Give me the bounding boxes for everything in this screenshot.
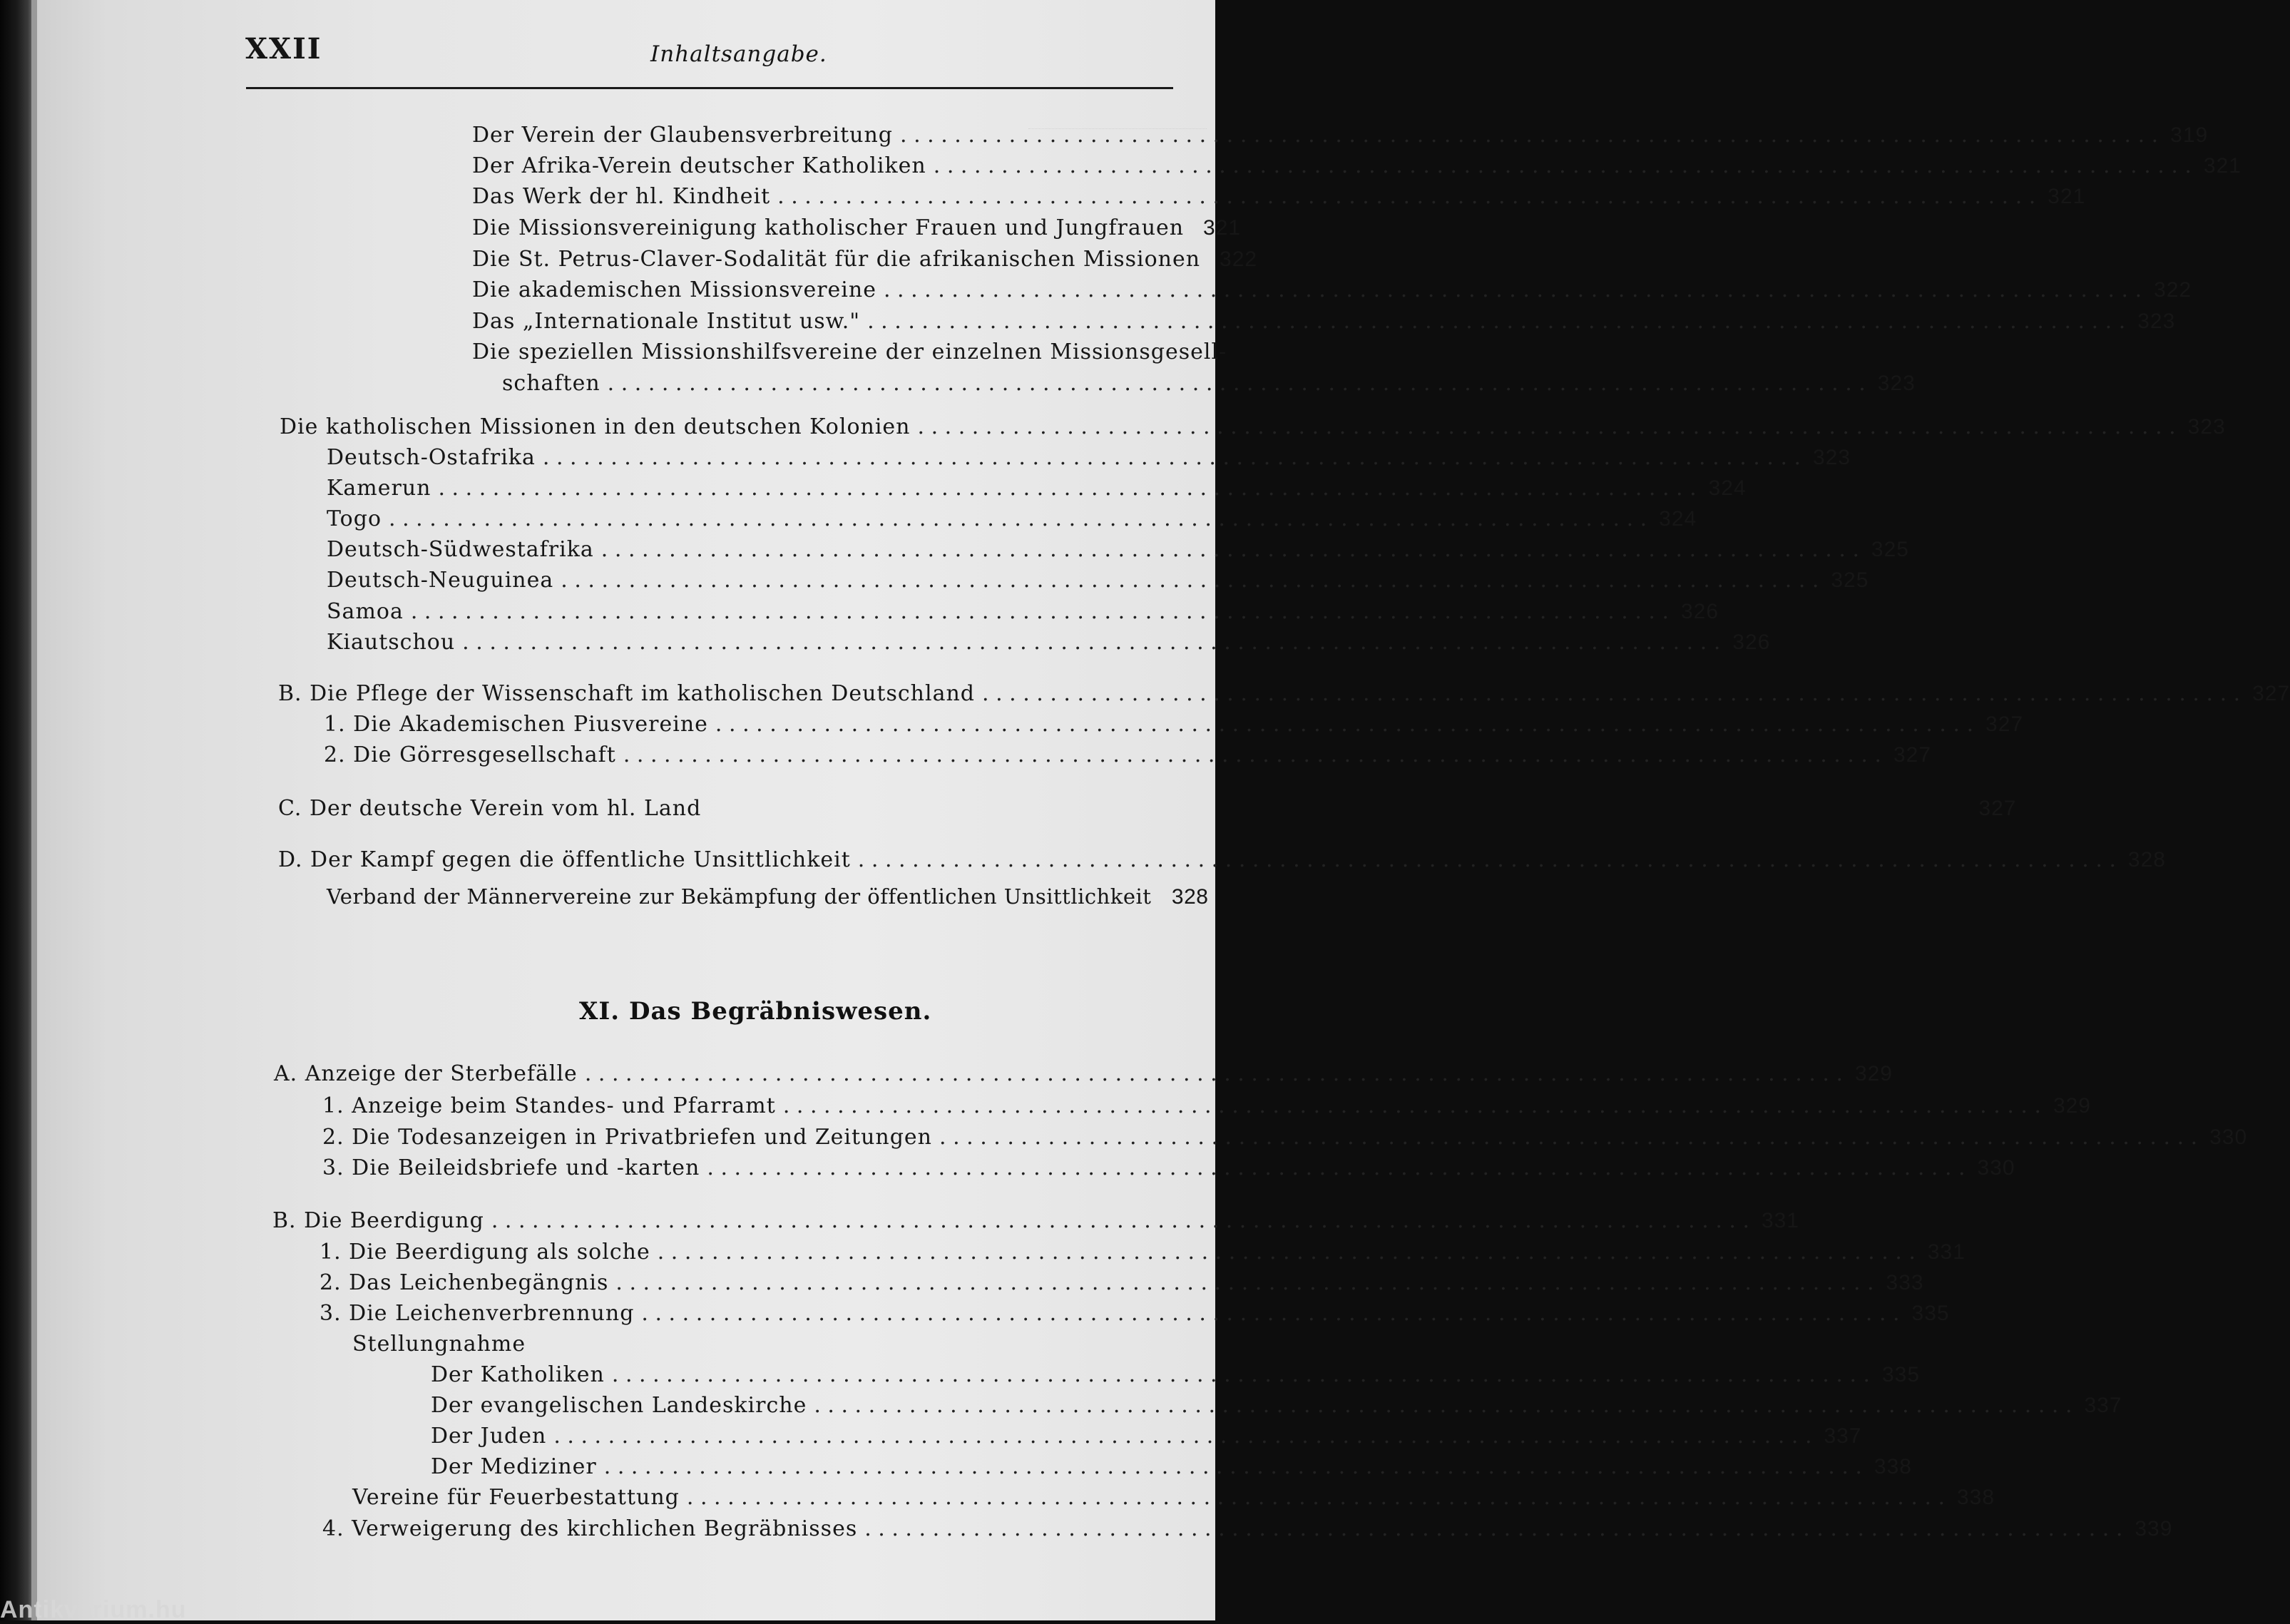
leader-dots (884, 277, 2142, 302)
toc-entry-page: 330 (1977, 1156, 2015, 1180)
toc-entry-page: 323 (2187, 415, 2226, 439)
toc-entry-page: 331 (1927, 1240, 1966, 1264)
toc-entry-label: Der evangelischen Landeskirche (431, 1393, 807, 1418)
toc-entry[interactable] (320, 1301, 1950, 1329)
toc-entry[interactable] (324, 712, 2024, 740)
toc-entry-page: 338 (1874, 1455, 1912, 1479)
toc-entry[interactable] (327, 630, 1771, 658)
toc-entry-label: Deutsch-Ostafrika (327, 445, 536, 470)
toc-entry-label: Die St. Petrus-Claver-Sodalität für die afrikanischen Missionen (472, 247, 1201, 272)
toc-entry-page: 327 (1985, 713, 2024, 736)
leader-dots (900, 123, 2158, 148)
toc-entry-page: 327 (2252, 682, 2290, 705)
toc-entry-label: Verband der Männervereine zur Bekämpfung der öffentlichen Unsittlichkeit (327, 884, 1152, 909)
toc-entry[interactable] (278, 796, 2017, 824)
leader-dots (934, 153, 2192, 178)
toc-entry-label: Die katholischen Missionen in den deutschen Kolonien (280, 414, 911, 439)
toc-entry-label: 3. Die Beileidsbriefe und -karten (322, 1155, 700, 1180)
toc-entry[interactable] (472, 277, 2192, 306)
toc-entry-page: 322 (2154, 278, 2192, 302)
toc-entry-page: 335 (1911, 1302, 1950, 1325)
toc-entry[interactable] (431, 1424, 1862, 1452)
toc-entry[interactable] (431, 1393, 2122, 1421)
toc-entry[interactable] (352, 1485, 1995, 1513)
toc-entry[interactable] (322, 1093, 2091, 1122)
leader-dots (814, 1393, 2072, 1418)
toc-entry-label: Die speziellen Missionshilfsvereine der einzelnen Missionsgesell- (472, 339, 1227, 364)
toc-entry-page: 323 (1813, 446, 1851, 469)
toc-entry-label: Deutsch-Neuguinea (327, 568, 554, 593)
leader-dots (462, 630, 1720, 655)
leader-dots (612, 1362, 1870, 1387)
leader-dots (411, 599, 1669, 624)
toc-entry[interactable] (322, 1155, 2015, 1184)
toc-entry-page: 327 (1978, 797, 2017, 820)
leader-dots (553, 1424, 1811, 1449)
leader-dots (982, 681, 2240, 706)
toc-entry[interactable] (327, 506, 1697, 535)
toc-entry-label: Stellungnahme (352, 1332, 526, 1357)
toc-entry-label: 1. Die Beerdigung als solche (320, 1240, 650, 1265)
toc-entry-label: 4. Verweigerung des kirchlichen Begräbnisses (322, 1516, 858, 1541)
leader-dots (867, 309, 2125, 334)
toc-entry[interactable] (472, 184, 2086, 213)
leader-dots (658, 1240, 1916, 1265)
leader-dots (585, 1061, 1843, 1086)
toc-entry[interactable] (322, 1516, 2173, 1545)
toc-entry[interactable] (472, 123, 2209, 151)
toc-entry-label: C. Der deutsche Verein vom hl. Land (278, 796, 702, 821)
toc-entry-label: Der Katholiken (431, 1362, 605, 1387)
toc-entry[interactable] (322, 1125, 2248, 1153)
toc-entry-label: 2. Das Leichenbegängnis (320, 1270, 609, 1295)
leader-dots (864, 1516, 2122, 1541)
toc-entry-label: Der Juden (431, 1424, 547, 1449)
toc-entry-page: 323 (1877, 372, 1916, 395)
toc-entry-label: D. Der Kampf gegen die öffentliche Unsittlichkeit (278, 847, 851, 872)
leader-dots (858, 847, 2116, 872)
leader-dots (623, 742, 1881, 767)
toc-entry[interactable] (472, 215, 1242, 244)
toc-entry-label: Togo (327, 506, 382, 531)
toc-entry-page: 333 (1886, 1271, 1924, 1294)
toc-entry-page: 338 (1957, 1486, 1995, 1509)
toc-entry-page: 337 (1824, 1424, 1862, 1448)
toc-entry[interactable] (320, 1240, 1966, 1268)
toc-entry-label: 2. Die Todesanzeigen in Privatbriefen und Zeitungen (322, 1125, 932, 1150)
leader-dots (604, 1454, 1862, 1479)
toc-entry-page: 335 (1882, 1363, 1921, 1386)
toc-entry-page: 328 (1171, 885, 1209, 909)
toc-entry-page: 339 (2135, 1517, 2173, 1541)
toc-entry[interactable] (327, 537, 1909, 566)
toc-entry-label: Deutsch-Südwestafrika (327, 537, 594, 562)
toc-entry-page: 325 (1831, 568, 1869, 592)
leader-dots (918, 414, 2176, 439)
toc-entry-label: Kamerun (327, 476, 431, 501)
leader-dots (939, 1125, 2197, 1150)
toc-entry-label: Das „Internationale Institut usw." (472, 309, 861, 334)
toc-entry[interactable] (472, 247, 1258, 275)
toc-entry[interactable] (327, 568, 1869, 596)
leader-dots (687, 1485, 1945, 1510)
leader-dots (491, 1208, 1749, 1233)
page-number: XXII (245, 32, 322, 66)
toc-entry-page: 322 (1220, 247, 1258, 271)
toc-entry-page: 324 (1708, 476, 1747, 500)
toc-entry[interactable] (327, 599, 1719, 628)
leader-dots (608, 371, 1866, 396)
toc-entry-page: 337 (2084, 1394, 2122, 1417)
toc-entry-label: Das Werk der hl. Kindheit (472, 184, 771, 209)
toc-entry-label: Der Afrika-Verein deutscher Katholiken (472, 153, 926, 178)
toc-entry-page: 330 (2209, 1125, 2248, 1149)
leader-dots (438, 476, 1696, 501)
toc-entry-label: Samoa (327, 599, 404, 624)
toc-entry-page: 328 (2127, 848, 2166, 872)
header-rule (246, 87, 1173, 89)
toc-entry[interactable] (280, 414, 2226, 443)
leader-dots (543, 445, 1801, 470)
toc-entry-label: schaften (502, 371, 600, 396)
toc-entry[interactable] (472, 309, 2176, 337)
toc-entry-page: 321 (2048, 185, 2086, 208)
toc-entry-label: Der Verein der Glaubensverbreitung (472, 123, 894, 148)
toc-entry[interactable] (320, 1270, 1924, 1299)
toc-entry-label: B. Die Beerdigung (272, 1208, 484, 1233)
toc-entry[interactable] (278, 681, 2290, 710)
toc-entry[interactable] (431, 1362, 1921, 1391)
toc-entry[interactable] (431, 1454, 1912, 1483)
toc-entry-page: 326 (1680, 600, 1719, 623)
leader-dots (601, 537, 1859, 562)
watermark: Antikvárium.hu (0, 1596, 187, 1623)
running-title: Inhaltsangabe. (650, 41, 827, 67)
toc-entry-page: 321 (2203, 154, 2242, 178)
toc-entry-label: 3. Die Leichenverbrennung (320, 1301, 635, 1326)
toc-entry[interactable] (327, 884, 1209, 913)
toc-entry-label: Die Missionsvereinigung katholischer Frauen und Jungfrauen (472, 215, 1185, 240)
toc-entry-page: 324 (1659, 507, 1697, 531)
toc-entry-label: 2. Die Görresgesellschaft (324, 742, 616, 767)
toc-entry[interactable] (278, 847, 2166, 876)
leader-dots (715, 712, 1973, 737)
toc-entry[interactable] (327, 445, 1851, 474)
toc-entry-label: 1. Die Akademischen Piusvereine (324, 712, 708, 737)
toc-entry-label: B. Die Pflege der Wissenschaft im katholischen Deutschland (278, 681, 975, 706)
toc-entry-page: 321 (1203, 216, 1242, 240)
toc-entry-page: 329 (2053, 1094, 2091, 1118)
leader-dots (561, 568, 1819, 593)
toc-entry-page: 325 (1871, 538, 1909, 561)
toc-entry-page: 329 (1854, 1062, 1893, 1086)
toc-entry-page: 331 (1761, 1209, 1799, 1232)
toc-entry[interactable] (272, 1208, 1799, 1237)
toc-entry[interactable] (502, 371, 1916, 399)
page-edge (31, 0, 37, 1620)
toc-entry-page: 327 (1893, 743, 1932, 767)
toc-entry-label: Kiautschou (327, 630, 456, 655)
toc-entry-label: Die akademischen Missionsvereine (472, 277, 876, 302)
leader-dots (783, 1093, 2041, 1118)
toc-entry[interactable] (472, 153, 2242, 182)
toc-entry-page: 323 (2137, 310, 2176, 333)
toc-entry-label: Vereine für Feuerbestattung (352, 1485, 680, 1510)
toc-entry-label: A. Anzeige der Sterbefälle (274, 1061, 578, 1086)
toc-entry[interactable] (324, 742, 1932, 771)
leader-dots (641, 1301, 1899, 1326)
toc-entry-label: 1. Anzeige beim Standes- und Pfarramt (322, 1093, 776, 1118)
toc-entry-label: Der Mediziner (431, 1454, 597, 1479)
toc-entry[interactable] (327, 476, 1747, 504)
leader-dots (615, 1270, 1874, 1295)
toc-entry[interactable] (274, 1061, 1893, 1090)
leader-dots (389, 506, 1647, 531)
toc-entry-page: 319 (2170, 123, 2209, 147)
toc-entry-page: 326 (1732, 630, 1771, 654)
leader-dots (777, 184, 2035, 209)
section-heading: XI. Das Begräbniswesen. (579, 997, 932, 1026)
leader-dots (707, 1155, 1965, 1180)
